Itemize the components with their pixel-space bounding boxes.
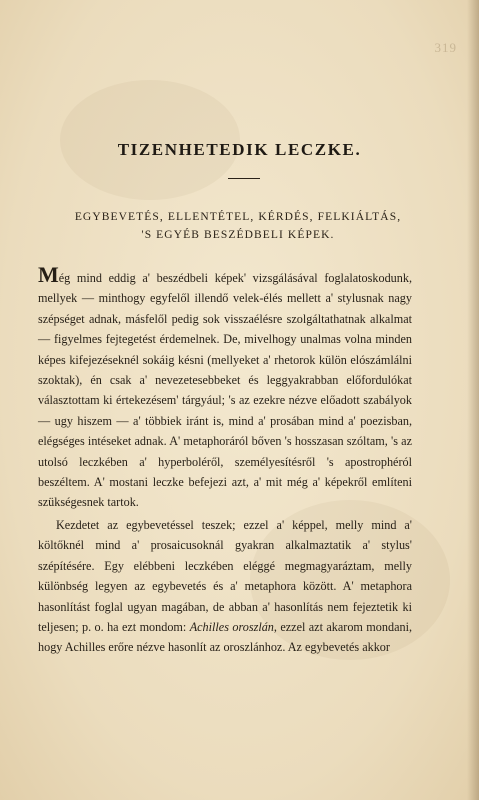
chapter-title: TIZENHETEDIK LECZKE.: [117, 140, 362, 159]
title-divider: [228, 178, 260, 179]
subtitle-line-1: EGYBEVETÉS, ELLENTÉTEL, KÉRDÉS, FELKIÁLTÁS,: [74, 211, 402, 223]
initial-letter: M: [38, 262, 59, 287]
subtitle-line-2: 'S EGYÉB BESZÉDBELI KÉPEK.: [141, 229, 335, 241]
paragraph-1-text: ég mind eddig a' beszédbeli képek' vizsgálásával foglalatoskodunk, mellyek — minthogy egyfelől illendő velek-élés mellett a' stylusnak nagy szépséget adnak, másfelől pedig sok visszaélésre szolgáltathatnak alkalmat — figyelmes fejtegetést érdemelnek. De, mivelhogy unalmas volna minden képes kifejezéseknél sokáig késni (mellyeket a' rhetorok külön elószámlálni szoktak), én csak a' nevezetesebbeket és leggyakrabban előfordulókat választottam ki értekezésem' tárgyául; 's az ezekre nézve előadott szabályok — ugy hiszem — a' többiek iránt is, mind a' prosában mind a' poezisban, elégséges intéseket adnak. A' metaphoráról bőven 's hosszasan szóltam, 's az utolsó leczkében a' hyperboléről, személyesítésről 's apostrophéról beszéltem. A' mostani leczke befejezi azt, a' mit még a' képekről említeni szükségesnek tartok.: [38, 271, 412, 510]
paragraph-2: [38, 515, 412, 658]
paragraph-2-text: Kezdetet az egybevetéssel teszek; ezzel a' képpel, melly mind a' költőknél mind a' prosaicusoknál gyakran alkalmaztatik a' stylus' szépítésére. Egy elébbeni leczkében eléggé megmagyaráztam, melly különbség legyen az egybevetés és a' metaphora között. A' metaphora hasonlítást foglal ugyan magában, de abban a' hasonlítás nem fejeztetik ki teljesen; p. o. ha ezt mondom:: [38, 517, 412, 634]
paragraph-1: [38, 262, 412, 513]
paragraph-2-text-end: , ezzel azt akarom mondani, hogy Achilles erőre nézve hasonlít az oroszlánhoz. Az egybevetés akkor: [38, 619, 413, 655]
body-text: [38, 262, 413, 658]
paragraph-2-italic: Achilles oroszlán: [189, 619, 274, 634]
page-number: 319: [434, 40, 457, 55]
chapter-subtitle: [28, 208, 448, 244]
page-edge-shadow: [467, 0, 479, 800]
